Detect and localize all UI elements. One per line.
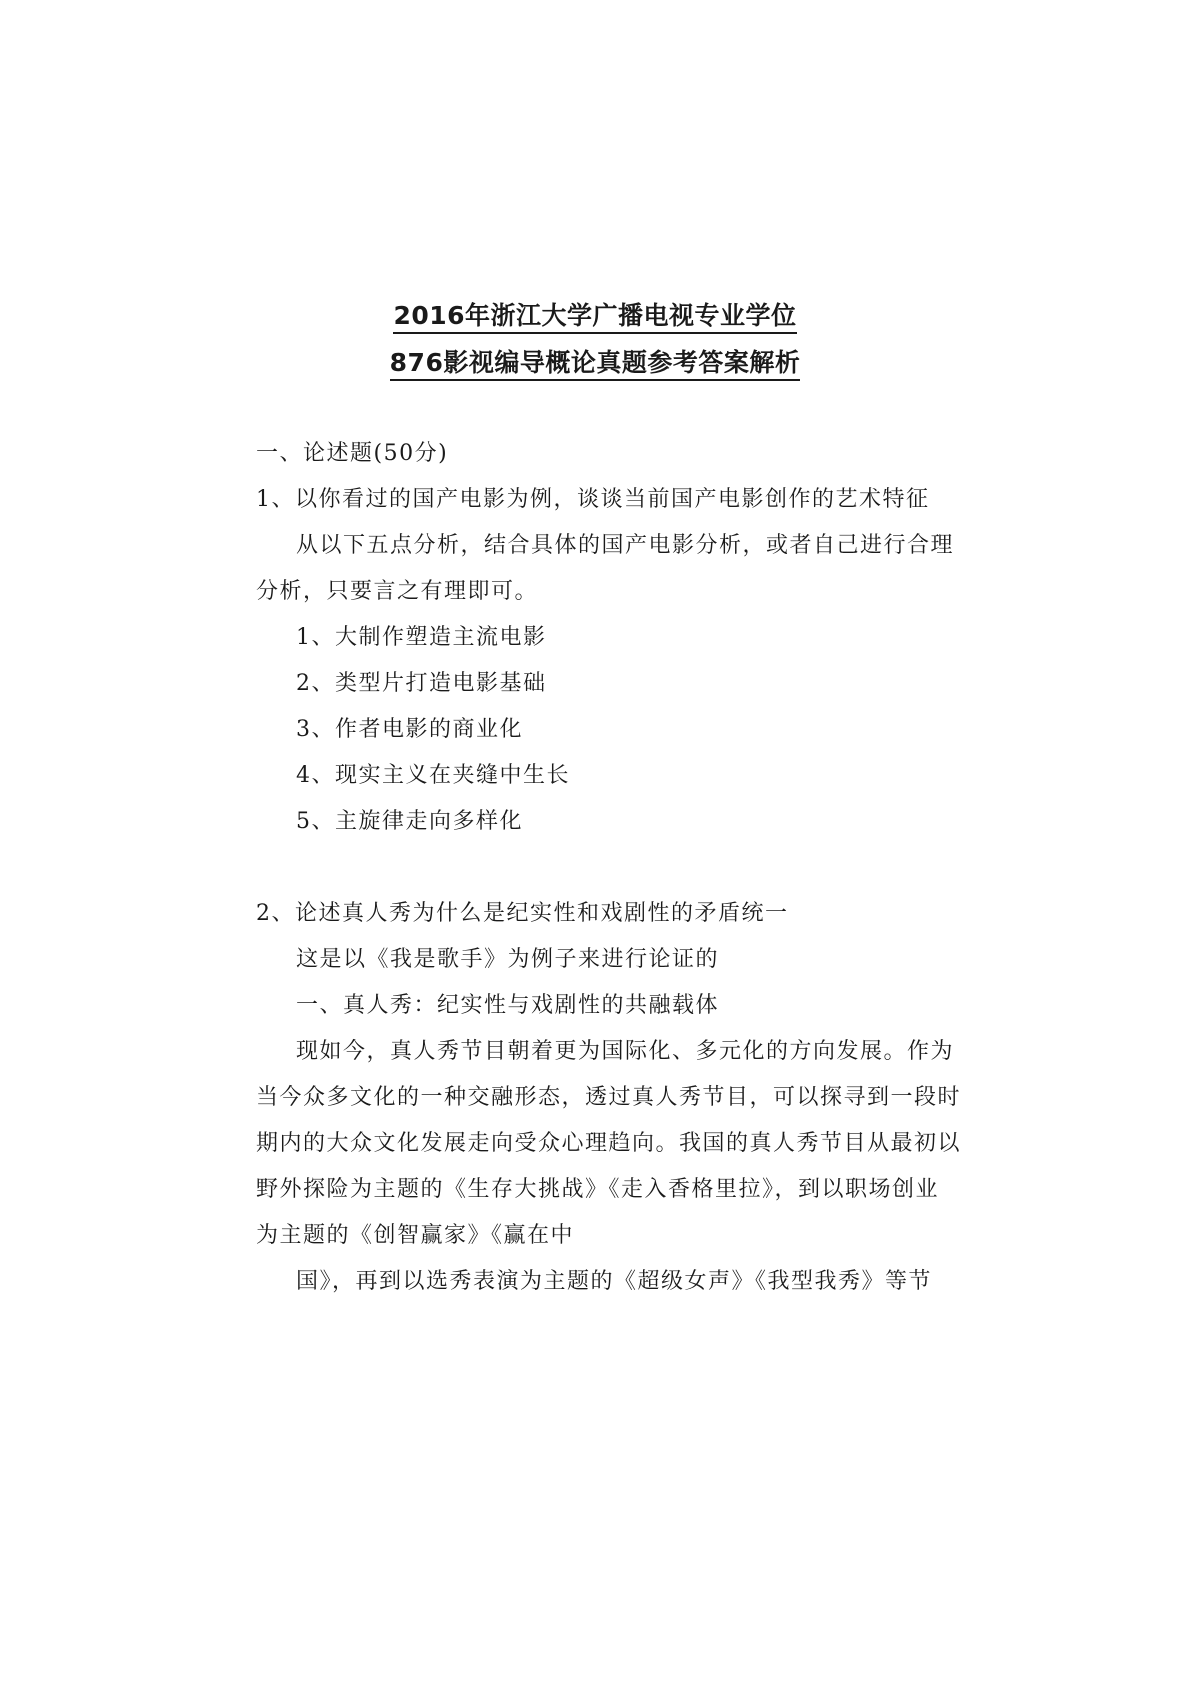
q2-subheading: 一、真人秀：纪实性与戏剧性的共融载体 [296,993,720,1018]
question-1: 1、以你看过的国产电影为例，谈谈当前国产电影创作的艺术特征 [256,487,930,512]
section-heading: 一、论述题(50分) [256,441,449,466]
document-title-line-2: 876影视编导概论真题参考答案解析 [0,343,1190,379]
document-title-line-1: 2016年浙江大学广播电视专业学位 [0,296,1190,332]
q1-intro-line-2: 分析，只要言之有理即可。 [256,579,539,604]
q2-paragraph-line: 野外探险为主题的《生存大挑战》《走入香格里拉》，到以职场创业 [256,1177,940,1202]
q1-intro-line-1: 从以下五点分析，结合具体的国产电影分析，或者自己进行合理 [296,533,955,558]
q2-paragraph-line: 国》，再到以选秀表演为主题的《超级女声》《我型我秀》等节 [296,1269,933,1294]
q2-paragraph-line: 现如今，真人秀节目朝着更为国际化、多元化的方向发展。作为 [296,1039,955,1064]
question-2: 2、论述真人秀为什么是纪实性和戏剧性的矛盾统一 [256,901,789,926]
q2-paragraph-line: 为主题的《创智赢家》《赢在中 [256,1223,575,1248]
q2-paragraph-line: 当今众多文化的一种交融形态，透过真人秀节目，可以探寻到一段时 [256,1085,962,1110]
q1-point: 2、类型片打造电影基础 [296,671,547,696]
q1-point: 3、作者电影的商业化 [296,717,523,742]
q2-paragraph-line: 期内的大众文化发展走向受众心理趋向。我国的真人秀节目从最初以 [256,1131,962,1156]
q1-point: 1、大制作塑造主流电影 [296,625,547,650]
q1-point: 5、主旋律走向多样化 [296,809,523,834]
q2-intro: 这是以《我是歌手》为例子来进行论证的 [296,947,720,972]
q1-point: 4、现实主义在夹缝中生长 [296,763,570,788]
